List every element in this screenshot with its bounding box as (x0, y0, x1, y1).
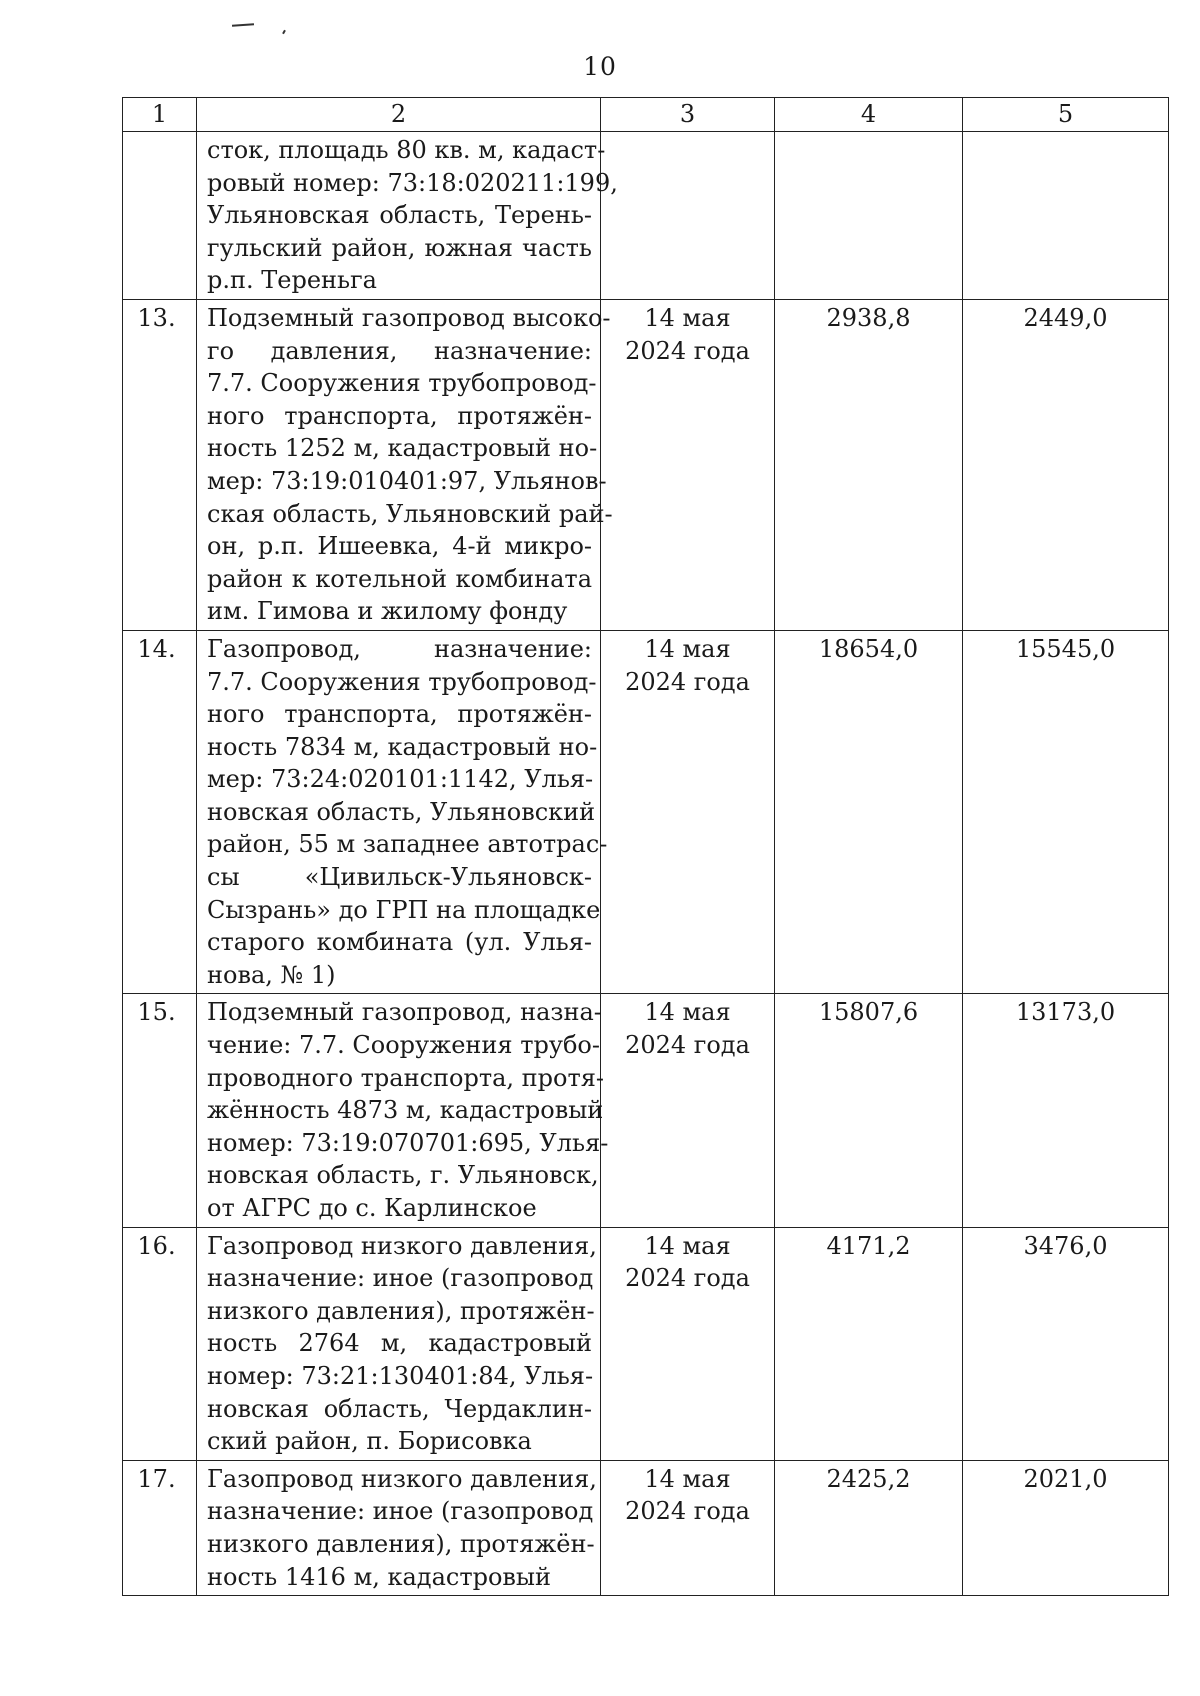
description-line: мер: 73:24:020101:1142, Улья- (207, 765, 594, 794)
column-header-value-5: 5 (963, 98, 1169, 132)
description-line: Сызрань» до ГРП на площадке (207, 895, 601, 924)
description-line: назначение: иное (газопровод (207, 1497, 594, 1526)
date-line: 2024 года (625, 1264, 750, 1293)
date-cell (601, 1227, 775, 1460)
date-line: 2024 года (625, 1497, 750, 1526)
description-line: назначение: иное (газопровод (207, 1264, 594, 1293)
description-line: ность 1252 м, кадастровый но- (207, 434, 598, 463)
description-line: Газопровод низкого давления, (207, 1231, 597, 1260)
description-line: ровый номер: 73:18:020211:199, (207, 168, 618, 197)
description-line: им. Гимова и жилому фонду (207, 597, 568, 626)
description-line: ность 1416 м, кадастровый (207, 1562, 552, 1591)
table-row (123, 994, 1169, 1227)
table-row (123, 132, 1169, 300)
row-number: 14. (123, 630, 197, 994)
description-line: низкого давления), протяжён- (207, 1296, 595, 1325)
date-line: 14 мая (644, 1464, 731, 1493)
description-line: от АГРС до с. Карлинское (207, 1194, 537, 1222)
date-line: 2024 года (625, 1031, 750, 1060)
value-column-5: 13173,0 (963, 994, 1169, 1227)
property-description (197, 1460, 601, 1595)
description-line: низкого давления), протяжён- (207, 1529, 595, 1558)
date-line: 14 мая (644, 998, 731, 1027)
value-column-4: 18654,0 (775, 630, 963, 994)
row-number: 17. (123, 1460, 197, 1595)
date-line: 14 мая (644, 1231, 731, 1260)
description-line: Ульяновская область, Терень- (207, 201, 592, 230)
table-row (123, 1227, 1169, 1460)
description-line: сы «Цивильск-Ульяновск- (207, 863, 592, 892)
page-number: 10 (583, 52, 617, 81)
date-line: 14 мая (644, 303, 731, 332)
description-line: 7.7. Сооружения трубопровод- (207, 667, 597, 696)
description-line: жённость 4873 м, кадастровый (207, 1096, 604, 1125)
column-header-number: 1 (123, 98, 197, 132)
description-line: номер: 73:21:130401:84, Улья- (207, 1361, 594, 1390)
scan-mark (282, 30, 286, 34)
description-line: он, р.п. Ишеевка, 4-й микро- (207, 532, 592, 561)
row-number (123, 132, 197, 300)
column-header-description: 2 (197, 98, 601, 132)
value-column-4: 2425,2 (775, 1460, 963, 1595)
date-cell (601, 630, 775, 994)
column-header-value-4: 4 (775, 98, 963, 132)
description-line: сток, площадь 80 кв. м, кадаст- (207, 136, 606, 164)
description-line: новская область, Ульяновский (207, 797, 596, 826)
description-line: ность 2764 м, кадастровый (207, 1329, 592, 1358)
description-line: ская область, Ульяновский рай- (207, 499, 613, 528)
property-description (197, 630, 608, 994)
scan-mark (232, 23, 254, 27)
date-line: 2024 года (625, 336, 750, 365)
description-line: Газопровод низкого давления, (207, 1464, 597, 1493)
description-line: нова, № 1) (207, 960, 336, 989)
value-column-5: 2021,0 (963, 1460, 1169, 1595)
date-cell (601, 994, 775, 1227)
description-line: новская область, г. Ульяновск, (207, 1161, 599, 1190)
description-line: чение: 7.7. Сооружения трубо- (207, 1031, 600, 1060)
description-line: го давления, назначение: (207, 336, 592, 365)
description-line: район, 55 м западнее автотрас- (207, 830, 608, 859)
value-column-4 (775, 132, 963, 300)
value-column-4: 15807,6 (775, 994, 963, 1227)
description-line: Подземный газопровод высоко- (207, 303, 611, 332)
description-line: Газопровод, назначение: (207, 634, 592, 663)
date-line: 14 мая (644, 634, 731, 663)
description-line: новская область, Чердаклин- (207, 1394, 592, 1423)
description-line: ного транспорта, протяжён- (207, 401, 592, 430)
value-column-5: 2449,0 (963, 299, 1169, 630)
value-column-4: 4171,2 (775, 1227, 963, 1460)
table-row (123, 630, 1169, 994)
description-line: мер: 73:19:010401:97, Ульянов- (207, 466, 607, 495)
row-number: 15. (123, 994, 197, 1227)
date-line: 2024 года (625, 667, 750, 696)
row-number: 16. (123, 1227, 197, 1460)
property-description (197, 132, 618, 300)
description-line: ного транспорта, протяжён- (207, 700, 592, 729)
description-line: район к котельной комбината (207, 564, 592, 593)
table-row (123, 1460, 1169, 1595)
date-cell (601, 1460, 775, 1595)
description-line: 7.7. Сооружения трубопровод- (207, 369, 597, 398)
value-column-5 (963, 132, 1169, 300)
table-body (123, 132, 1169, 1596)
value-column-5: 15545,0 (963, 630, 1169, 994)
date-cell (601, 299, 775, 630)
description-line: ский район, п. Борисовка (207, 1427, 532, 1456)
property-description (197, 994, 609, 1227)
description-line: проводного транспорта, протя- (207, 1063, 605, 1092)
row-number: 13. (123, 299, 197, 630)
column-header-date: 3 (601, 98, 775, 132)
property-table (122, 97, 1169, 1596)
description-line: Подземный газопровод, назна- (207, 998, 602, 1027)
property-description (197, 1227, 601, 1460)
property-description (197, 299, 613, 630)
date-cell (601, 132, 775, 300)
description-line: номер: 73:19:070701:695, Улья- (207, 1128, 609, 1157)
table-header-row (123, 98, 1169, 132)
value-column-5: 3476,0 (963, 1227, 1169, 1460)
description-line: ность 7834 м, кадастровый но- (207, 732, 598, 761)
value-column-4: 2938,8 (775, 299, 963, 630)
table-row (123, 299, 1169, 630)
description-line: р.п. Тереньга (207, 266, 377, 295)
description-line: старого комбината (ул. Улья- (207, 928, 592, 957)
description-line: гульский район, южная часть (207, 233, 592, 262)
